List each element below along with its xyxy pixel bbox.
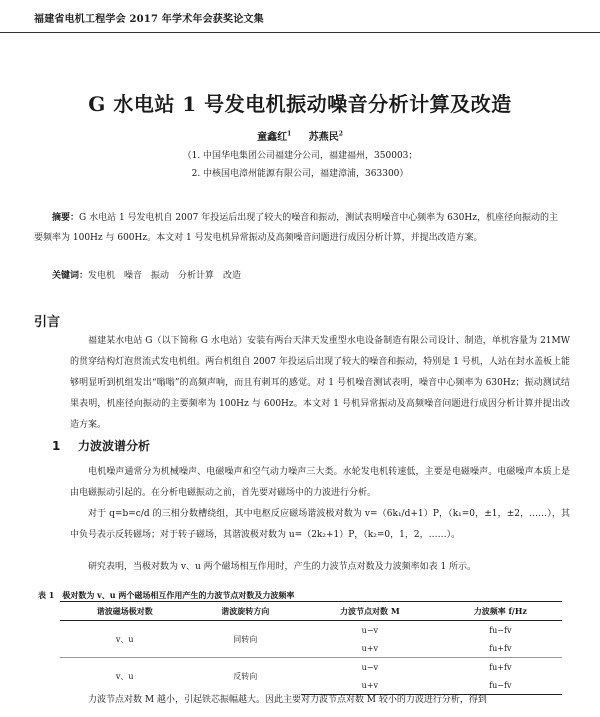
author-2-mark: 2	[338, 130, 343, 138]
abstract	[34, 208, 558, 248]
table-cell-f: fu−fv	[489, 625, 512, 635]
footer-paragraph: 力波节点对数 M 越小，引起铁芯振幅越大。因此主要对力波节点对数 M 较小的力波进行分析，得到	[88, 695, 487, 705]
table-cell-m: u−v	[301, 658, 439, 677]
header-rule	[0, 32, 600, 33]
keywords-text: 发电机 噪音 振动 分析计算 改造	[88, 271, 242, 281]
section-1-paragraph-1: 电机噪声通常分为机械噪声、电磁噪声和空气动力噪声三大类。水轮发电机转速低，主要是电磁噪声。电磁噪声本质上是由电磁振动引起的。在分析电磁振动之前，首先要对磁场中的力波进行分析。	[70, 467, 570, 498]
affiliation-2: 2. 中核国电漳州能源有限公司，福建漳浦，363300）	[191, 169, 409, 179]
table-header-cell: 谐波旋转方向	[189, 602, 301, 621]
running-header: 福建省电机工程学会 2017 年学术年会获奖论文集	[34, 14, 264, 25]
table-cell-f: fu+fv	[489, 643, 512, 653]
force-wave-table	[60, 601, 562, 695]
keywords-label: 关键词：	[52, 271, 89, 281]
author-1: 童鑫红	[257, 132, 288, 143]
keywords	[52, 268, 241, 281]
table-cell-direction: 反转向	[189, 658, 301, 695]
table-caption: 表 1 极对数为 v、u 两个磁场相互作用产生的力波节点对数及力波频率	[38, 590, 295, 600]
table-cell-direction: 同转向	[233, 634, 258, 644]
paper-title: G 水电站 1 号发电机振动噪音分析计算及改造	[88, 92, 512, 116]
section-1-heading	[52, 437, 150, 454]
section-1-title: 力波波谱分析	[78, 439, 151, 453]
abstract-label: 摘要：	[52, 213, 80, 223]
author-2: 苏燕民	[308, 132, 339, 143]
table-cell-m: u+v	[361, 643, 379, 653]
table-cell-f: fu+fv	[439, 658, 562, 677]
intro-paragraph: 福建某水电站 G（以下简称 G 水电站）安装有两台天津天发重型水电设备制造有限公司设计、制造，单机容量为 21MW 的贯穿结构灯泡贯流式发电机组。两台机组自 2007 年投运后出现了较大的噪音和振动，特别是 1 号机，人站在封水盖板上能够明显听到机组发出“嗡嗡”的高频声响，而且有刺耳的感觉。对 1 号机噪音测试表明，噪音中心频率为 630Hz；振动测试结果表明，机座径向振动的主要频率为 100Hz 与 600Hz。本文对 1 号机异常振动及高频噪音问题进行成因分析计算并提出改造方案。	[70, 336, 570, 430]
table-cell-f: fu−fv	[439, 676, 562, 695]
table-header-cell: 力波节点对数 M	[301, 602, 439, 621]
section-1-paragraph-3: 研究表明，当极对数为 v、u 两个磁场相互作用时，产生的力波节点对数及力波频率如表 1 所示。	[88, 562, 477, 572]
table-row	[60, 658, 562, 677]
affiliation-1: （1. 中国华电集团公司福建分公司，福建福州，350003；	[182, 151, 418, 161]
table-header-cell: 力波频率 f/Hz	[439, 602, 562, 621]
table-cell-m: u−v	[361, 625, 379, 635]
table-header-cell: 谐波磁场极对数	[60, 602, 189, 621]
table-cell-pair: v、u	[60, 658, 189, 695]
section-1-paragraph-2: 对于 q=b=c/d 的三相分数槽绕组，其中电枢反应磁场谐波极对数为 v=（6k₁/d+1）P，（k₁=0，±1，±2，……），其中负号表示反转磁场；对于转子磁场，其谐波极对数为 u=（2k₂+1）P，（k₂=0，1，2，……）。	[70, 509, 570, 540]
table-cell-m: u+v	[301, 676, 439, 695]
table-row	[60, 621, 562, 640]
table-cell-pair: v、u	[115, 634, 134, 644]
table-header-row	[60, 602, 562, 621]
intro-heading: 引言	[34, 315, 61, 330]
abstract-text: G 水电站 1 号发电机自 2007 年投运后出现了较大的噪音和振动，测试表明噪音中心频率为 630Hz，机座径向振动的主要频率为 100Hz 与 600Hz。本文对 1 号发电机异常振动及高频噪音问题进行成因分析计算，并提出改造方案。	[34, 213, 558, 243]
author-1-mark: 1	[287, 130, 292, 138]
author-line	[0, 128, 600, 143]
section-1-number: 1	[52, 439, 61, 453]
